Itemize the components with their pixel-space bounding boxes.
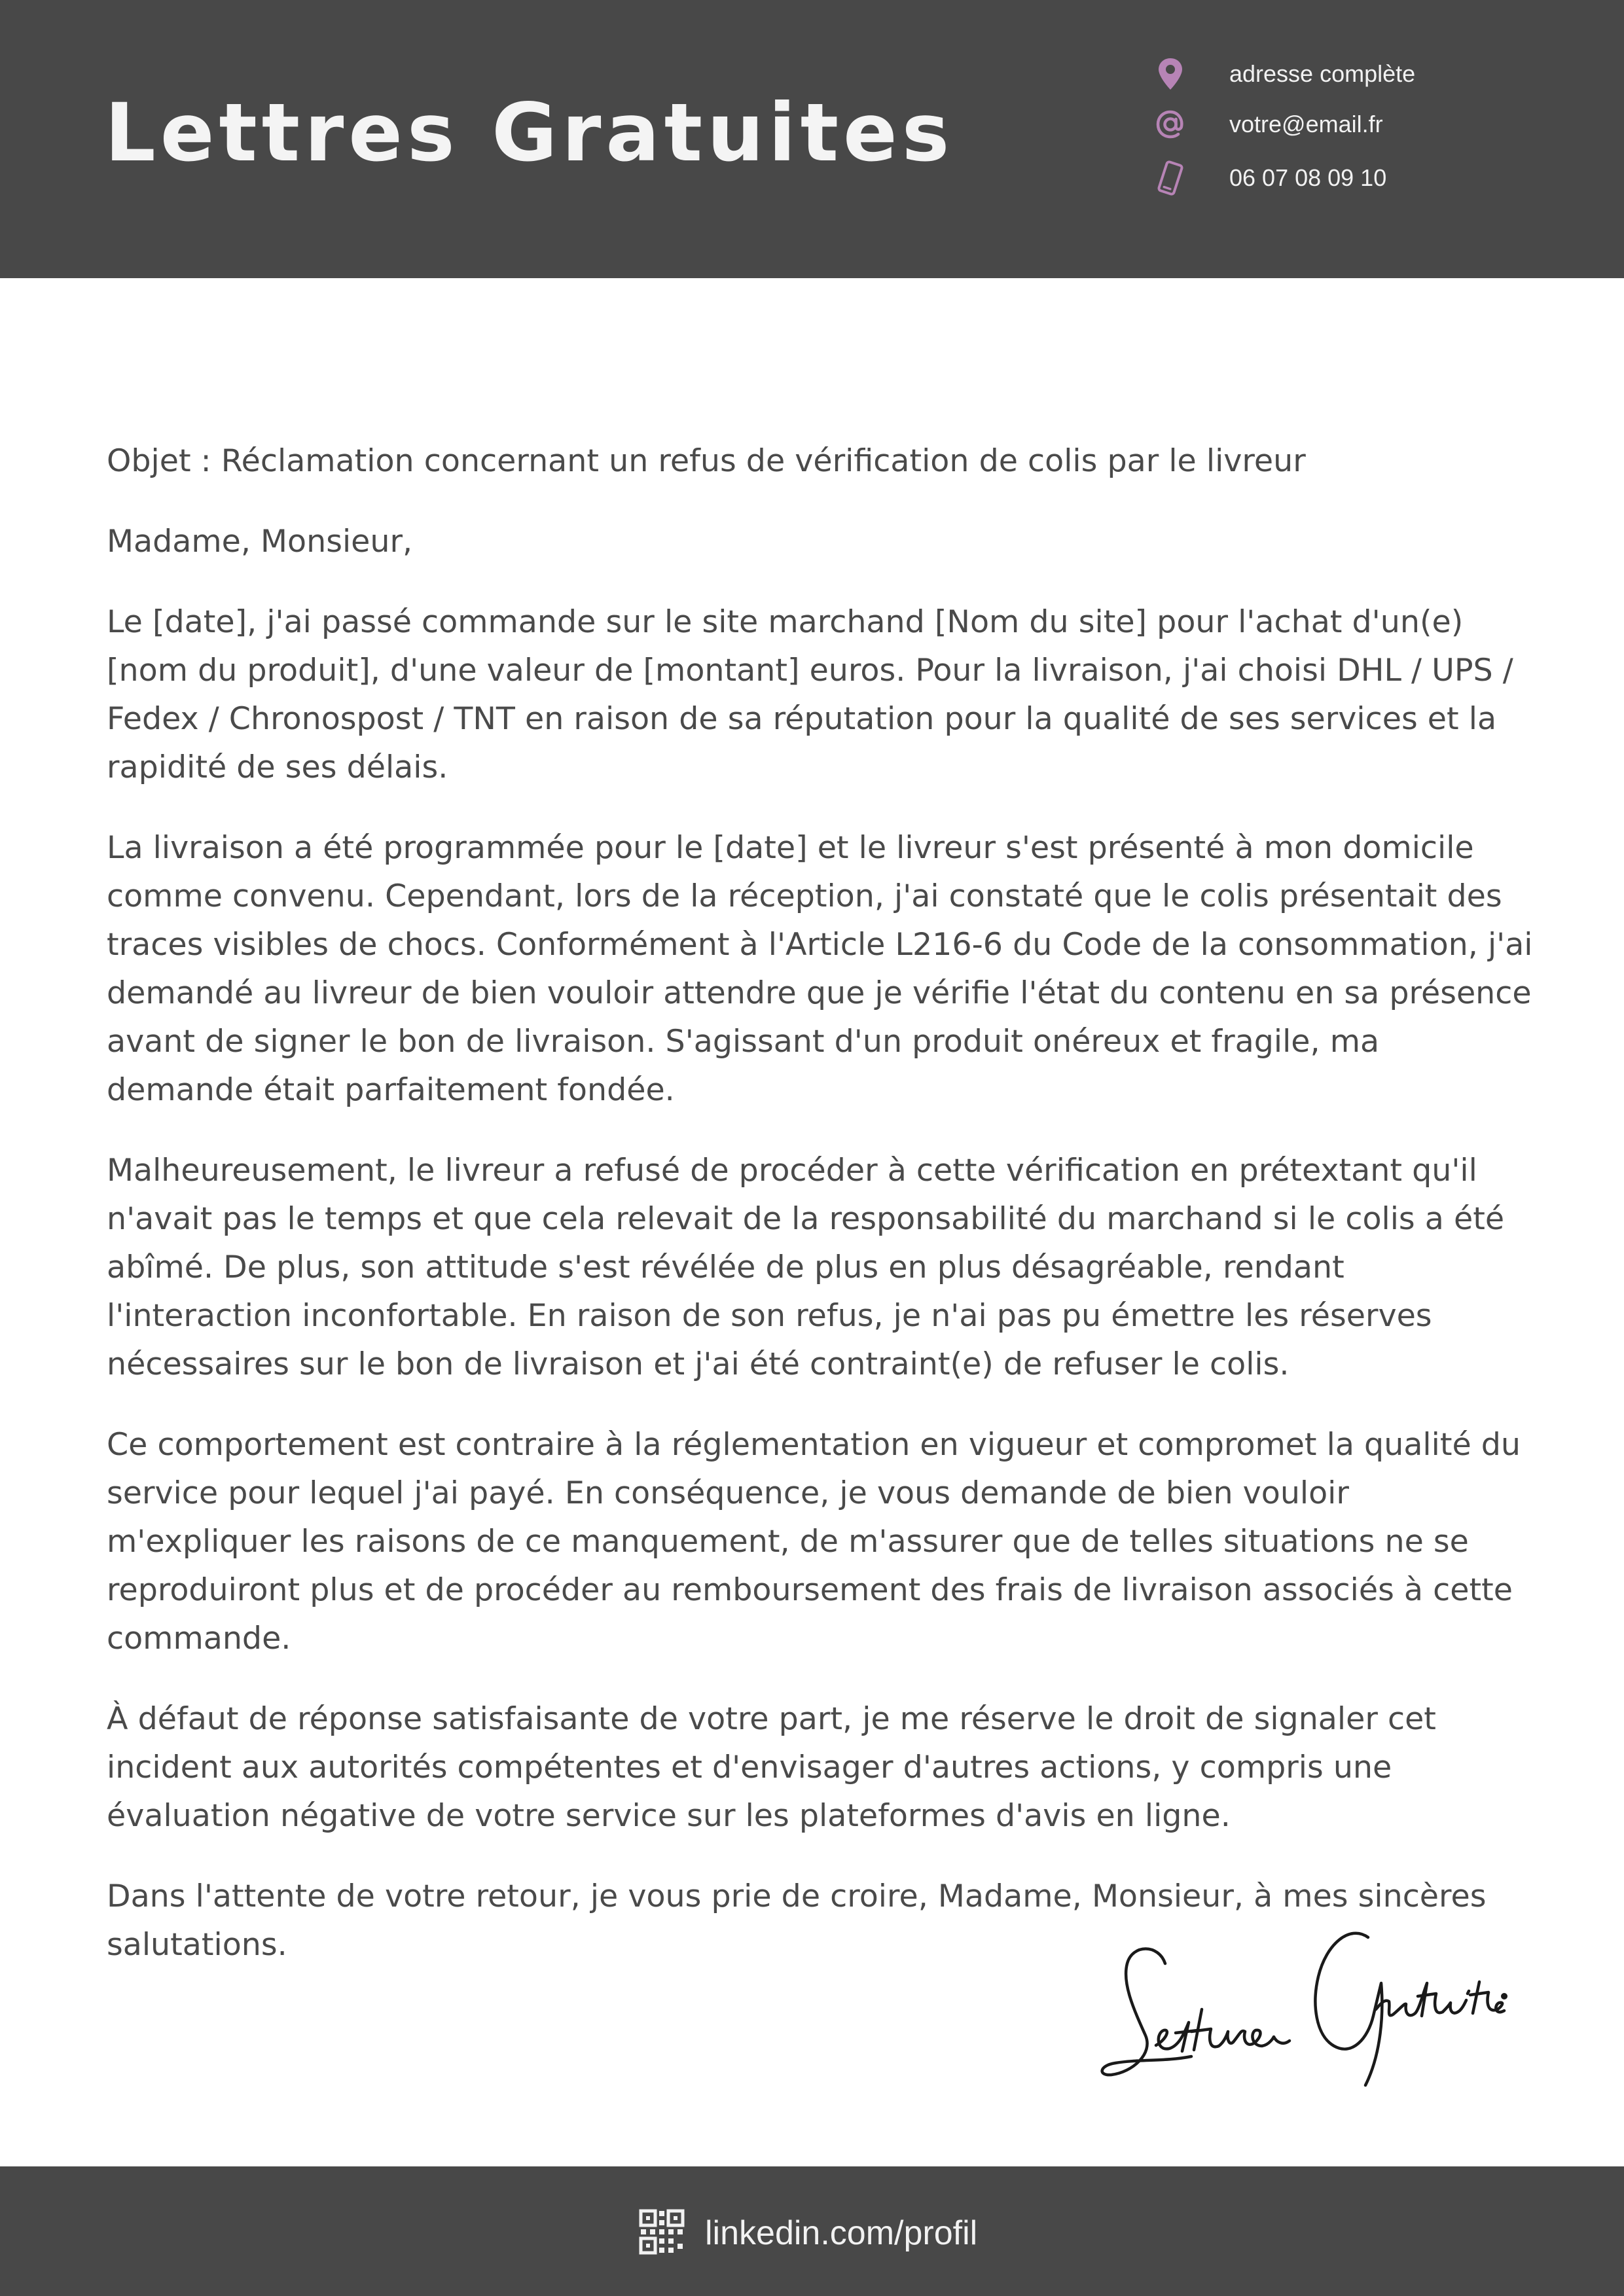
brand-title: Lettres Gratuites: [105, 86, 954, 179]
location-pin-icon: [1152, 56, 1189, 92]
qr-code-icon: [638, 2208, 685, 2258]
contact-phone: [1152, 158, 1387, 198]
at-icon: [1152, 106, 1189, 143]
letter-salutation: Madame, Monsieur,: [107, 524, 413, 560]
letter-paragraph: La livraison a été programmée pour le [date] et le livreur s'est présenté à mon domicile comme convenu. Cependant, lors de la réception, j'ai constaté que le colis présentait des traces visibles de chocs. Conformément à l'Article L216-6 du Code de la consommation, j'ai demandé au livreur de bien vouloir attendre que je vérifie l'état du contenu en sa présence avant de signer le bon de livraison. S'agissant d'un produit onéreux et fragile, ma demande était parfaitement fondée.: [107, 830, 1533, 1108]
contact-phone-text[interactable]: 06 07 08 09 10: [1229, 164, 1387, 191]
letter-paragraph: À défaut de réponse satisfaisante de votre part, je me réserve le droit de signaler cet incident aux autorités compétentes et d'envisager d'autres actions, y compris une évaluation négative de votre service sur les plateformes d'avis en ligne.: [107, 1701, 1436, 1834]
letter-subject: Objet : Réclamation concernant un refus de vérification de colis par le livreur: [107, 443, 1306, 479]
letter-body: [107, 437, 1534, 2001]
letter-paragraph: Le [date], j'ai passé commande sur le site marchand [Nom du site] pour l'achat d'un(e) [nom du produit], d'une valeur de [montant] euros. Pour la livraison, j'ai choisi DHL / UPS / Fedex / Chronospost / TNT en raison de sa réputation pour la qualité de ses services et la rapidité de ses délais.: [107, 604, 1513, 785]
contact-address: [1152, 54, 1416, 94]
letter-paragraph: Malheureusement, le livreur a refusé de procéder à cette vérification en prétextant qu'il n'avait pas le temps et que cela relevait de la responsabilité du marchand si le colis a été abîmé. De plus, son attitude s'est révélée de plus en plus désagréable, rendant l'interaction inconfortable. En raison de son refus, je n'ai pas pu émettre les réserves nécessaires sur le bon de livraison et j'ai été contraint(e) de refuser le colis.: [107, 1153, 1505, 1382]
handwritten-signature: [1093, 1911, 1512, 2104]
contact-address-text: adresse complète: [1229, 60, 1416, 87]
footer-bar: [0, 2166, 1624, 2296]
letter-paragraph: Ce comportement est contraire à la réglementation en vigueur et compromet la qualité du service pour lequel j'ai payé. En conséquence, je vous demande de bien vouloir m'expliquer les raisons de ce manquement, de m'assurer que de telles situations ne se reproduiront plus et de procéder au remboursement des frais de livraison associés à cette commande.: [107, 1427, 1521, 1657]
linkedin-link[interactable]: linkedin.com/profil: [705, 2214, 978, 2252]
header-bar: [0, 0, 1624, 278]
footer-link-group: [638, 2210, 977, 2257]
letter-closing: Dans l'attente de votre retour, je vous prie de croire, Madame, Monsieur, à mes sincères salutations.: [107, 1878, 1487, 1963]
contact-email-text[interactable]: votre@email.fr: [1229, 111, 1383, 137]
contact-email: [1152, 105, 1383, 144]
phone-icon: [1152, 160, 1189, 196]
